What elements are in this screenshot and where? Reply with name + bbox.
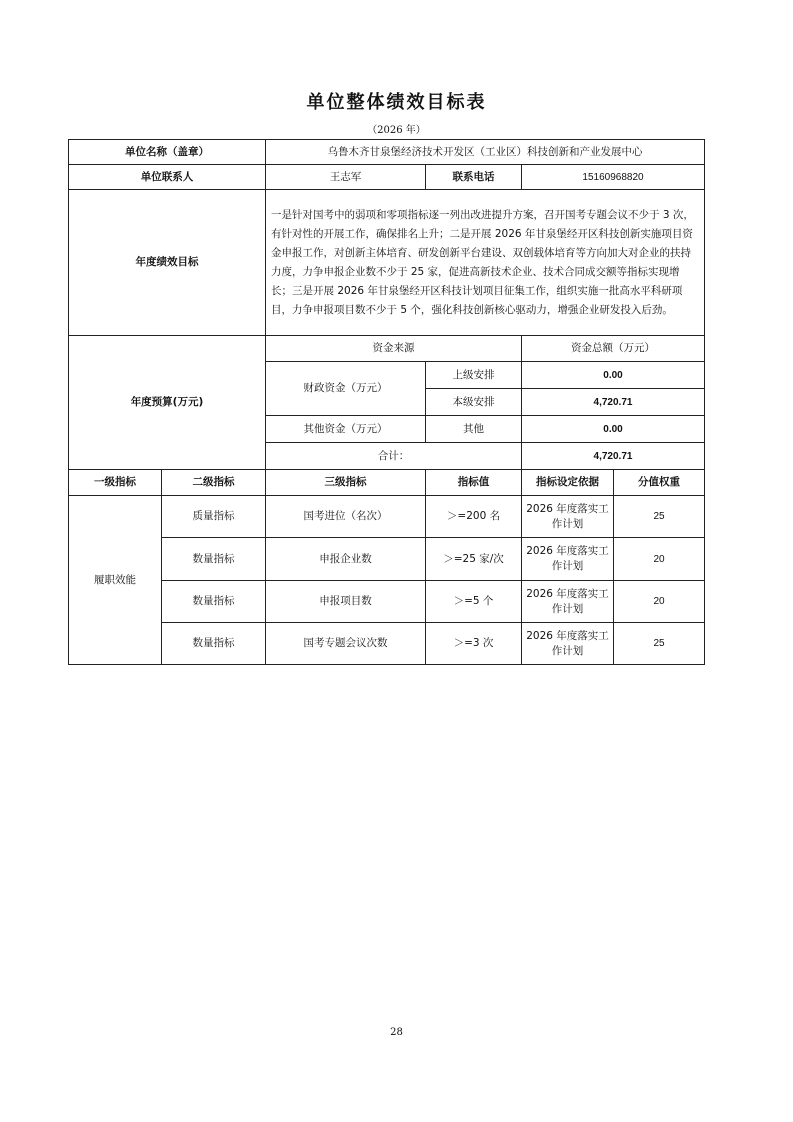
- indicator-row: [69, 496, 705, 538]
- contact-label: 单位联系人: [69, 165, 266, 190]
- goal-row: [69, 190, 705, 336]
- page-number: 28: [390, 1027, 403, 1038]
- phone-label: 联系电话: [426, 165, 522, 190]
- fiscal-label: 财政资金（万元）: [266, 362, 426, 416]
- unit-value: 乌鲁木齐甘泉堡经济技术开发区（工业区）科技创新和产业发展中心: [266, 140, 705, 165]
- contact-row: [69, 165, 705, 190]
- indicator-value: ＞=5 个: [426, 581, 522, 623]
- indicator-value: ＞=200 名: [426, 496, 522, 538]
- indicator-header-row: [69, 470, 705, 496]
- level2-value: 数量指标: [162, 623, 266, 665]
- indicator-row: [69, 581, 705, 623]
- other-label: 其他资金（万元）: [266, 416, 426, 443]
- upper-label: 上级安排: [426, 362, 522, 389]
- sum-label: 合计：: [266, 443, 522, 470]
- unit-label: 单位名称（盖章）: [69, 140, 266, 165]
- total-header: 资金总额（万元）: [522, 336, 705, 362]
- indicator-basis: 2026 年度落实工作计划: [522, 538, 614, 581]
- indicator-basis: 2026 年度落实工作计划: [522, 623, 614, 665]
- indicator-value: ＞=3 次: [426, 623, 522, 665]
- local-value: 4,720.71: [522, 389, 705, 416]
- header-level3: 三级指标: [266, 470, 426, 496]
- header-weight: 分值权重: [614, 470, 705, 496]
- local-label: 本级安排: [426, 389, 522, 416]
- level3-value: 国考专题会议次数: [266, 623, 426, 665]
- contact-name: 王志军: [266, 165, 426, 190]
- header-value: 指标值: [426, 470, 522, 496]
- header-level1: 一级指标: [69, 470, 162, 496]
- level1-value: 履职效能: [69, 496, 162, 665]
- unit-row: [69, 140, 705, 165]
- goal-label: 年度绩效目标: [69, 190, 266, 336]
- level3-value: 申报项目数: [266, 581, 426, 623]
- year-subtitle: （2026 年）: [367, 125, 426, 136]
- level2-value: 数量指标: [162, 538, 266, 581]
- level3-value: 申报企业数: [266, 538, 426, 581]
- indicator-value: ＞=25 家/次: [426, 538, 522, 581]
- other-value: 0.00: [522, 416, 705, 443]
- indicator-basis: 2026 年度落实工作计划: [522, 496, 614, 538]
- page-title: 单位整体绩效目标表: [306, 92, 487, 113]
- source-header: 资金来源: [266, 336, 522, 362]
- other-sub-label: 其他: [426, 416, 522, 443]
- indicator-row: [69, 623, 705, 665]
- indicator-weight: 25: [614, 623, 705, 665]
- level2-value: 数量指标: [162, 581, 266, 623]
- indicator-weight: 20: [614, 538, 705, 581]
- level2-value: 质量指标: [162, 496, 266, 538]
- phone-value: 15160968820: [522, 165, 705, 190]
- budget-label: 年度预算(万元): [69, 336, 266, 470]
- performance-table: [68, 139, 705, 665]
- sum-value: 4,720.71: [522, 443, 705, 470]
- header-basis: 指标设定依据: [522, 470, 614, 496]
- goal-text: 一是针对国考中的弱项和零项指标逐一列出改进提升方案，召开国考专题会议不少于 3 次，有针对性的开展工作，确保排名上升；二是开展 2026 年甘泉堡经开区科技创新实施项目资金申报工作，对创新主体培育、研发创新平台建设、双创载体培育等方向加大对企业的扶持力度，力争申报企业数不少于 25 家，促进高新技术企业、技术合同成交额等指标实现增长；三是开展 2026 年甘泉堡经开区科技计划项目征集工作，组织实施一批高水平科研项目，力争申报项目数不少于 5 个，强化科技创新核心驱动力，增强企业研发投入后劲。: [266, 190, 705, 336]
- indicator-basis: 2026 年度落实工作计划: [522, 581, 614, 623]
- level3-value: 国考进位（名次）: [266, 496, 426, 538]
- indicator-weight: 25: [614, 496, 705, 538]
- indicator-row: [69, 538, 705, 581]
- indicator-weight: 20: [614, 581, 705, 623]
- upper-value: 0.00: [522, 362, 705, 389]
- budget-header-row: [69, 336, 705, 362]
- header-level2: 二级指标: [162, 470, 266, 496]
